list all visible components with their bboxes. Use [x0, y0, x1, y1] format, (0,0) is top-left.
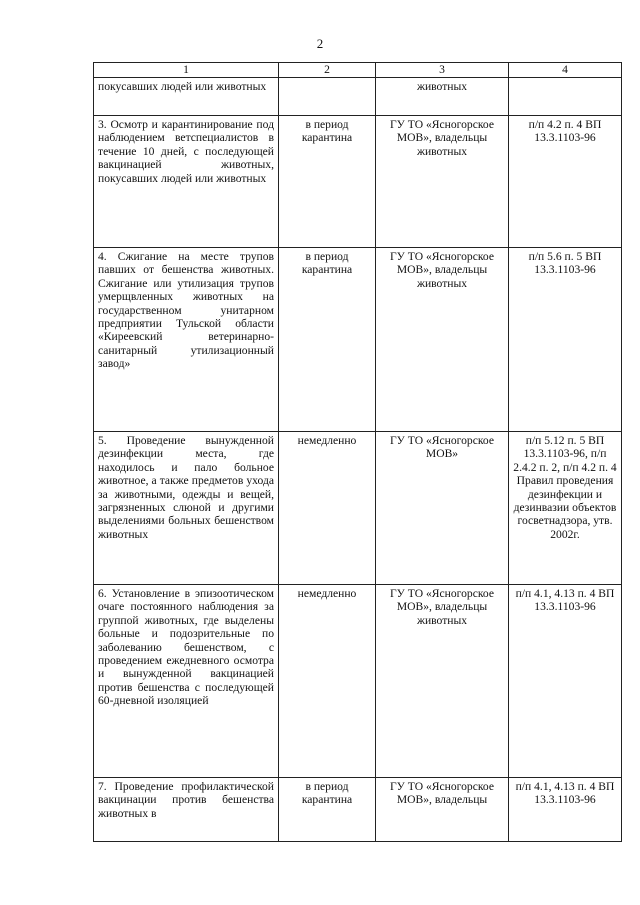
reference-text: п/п 5.12 п. 5 ВП 13.3.1103-96, п/п 2.4.2 п. 2, п/п 4.2 п. 4 Правил проведения дезинфекции и дезинвазии объектов госветнадзора, утв. 2002г. [513, 434, 617, 541]
reference-text: п/п 4.1, 4.13 п. 4 ВП 13.3.1103-96 [515, 587, 615, 614]
responsible-cell [376, 778, 509, 842]
period-cell [279, 116, 376, 248]
column-header-3: 3 [376, 63, 509, 78]
reference-text: п/п 4.2 п. 4 ВП 13.3.1103-96 [528, 118, 602, 145]
responsible-cell [376, 585, 509, 778]
table-row [94, 78, 622, 116]
table-header-row [94, 63, 622, 78]
responsible-text: животных [416, 80, 468, 93]
reference-cell [509, 116, 622, 248]
reference-cell [509, 585, 622, 778]
table-row [94, 585, 622, 778]
activity-cell [94, 248, 279, 432]
period-cell [279, 248, 376, 432]
measures-table [93, 62, 622, 842]
column-header-1: 1 [94, 63, 279, 78]
activity-text: 7. Проведение профилактической вакцинации против бешенства животных в [98, 780, 274, 820]
page-number: 2 [316, 36, 324, 51]
reference-text: п/п 4.1, 4.13 п. 4 ВП 13.3.1103-96 [515, 780, 615, 807]
reference-cell [509, 248, 622, 432]
responsible-text: ГУ ТО «Ясногорское МОВ» [389, 434, 495, 461]
activity-text: 4. Сжигание на месте трупов павших от бешенства животных. Сжигание или утилизация трупов умерщвленных животных на государственном унитарном предприятии Тульской области «Киреевский ветеринарно-санитарный утилизационный завод» [98, 250, 274, 371]
reference-cell [509, 78, 622, 116]
activity-cell [94, 778, 279, 842]
responsible-text: ГУ ТО «Ясногорское МОВ», владельцы животных [389, 587, 495, 627]
responsible-cell [376, 432, 509, 585]
responsible-cell [376, 78, 509, 116]
responsible-text: ГУ ТО «Ясногорское МОВ», владельцы животных [389, 250, 495, 290]
activity-text: 3. Осмотр и карантинирование под наблюдением ветспециалистов в течение 10 дней, с последующей вакцинацией животных, покусавших людей или животных [98, 118, 274, 185]
column-header-2: 2 [279, 63, 376, 78]
activity-cell [94, 432, 279, 585]
activity-text: 6. Установление в эпизоотическом очаге постоянного наблюдения за группой животных, где выделены больные и подозрительные по заболеванию бешенством, с проведением ежедневного осмотра и вынужденной вакцинацией против бешенства с последующей 60-дневной изоляцией [98, 587, 274, 708]
activity-cell [94, 585, 279, 778]
responsible-cell [376, 248, 509, 432]
activity-cell [94, 116, 279, 248]
table-row [94, 778, 622, 842]
table-row [94, 248, 622, 432]
period-cell [279, 78, 376, 116]
period-text: в период карантина [301, 250, 353, 277]
reference-cell [509, 432, 622, 585]
responsible-text: ГУ ТО «Ясногорское МОВ», владельцы [389, 780, 495, 807]
reference-cell [509, 778, 622, 842]
period-cell [279, 778, 376, 842]
column-header-4: 4 [509, 63, 622, 78]
period-text: немедленно [297, 434, 357, 447]
responsible-cell [376, 116, 509, 248]
table-row [94, 116, 622, 248]
period-cell [279, 585, 376, 778]
activity-cell [94, 78, 279, 116]
responsible-text: ГУ ТО «Ясногорское МОВ», владельцы животных [389, 118, 495, 158]
period-cell [279, 432, 376, 585]
activity-text: покусавших людей или животных [98, 80, 267, 93]
period-text: немедленно [297, 587, 357, 600]
period-text: в период карантина [301, 780, 353, 807]
activity-text: 5. Проведение вынужденной дезинфекции места, где находилось и пало больное животное, а также предметов ухода за животными, одежды и вещей, загрязненных слюной и другими выделениями больных бешенством животных [98, 434, 274, 541]
period-text: в период карантина [301, 118, 353, 145]
reference-text: п/п 5.6 п. 5 ВП 13.3.1103-96 [528, 250, 602, 277]
table-row [94, 432, 622, 585]
